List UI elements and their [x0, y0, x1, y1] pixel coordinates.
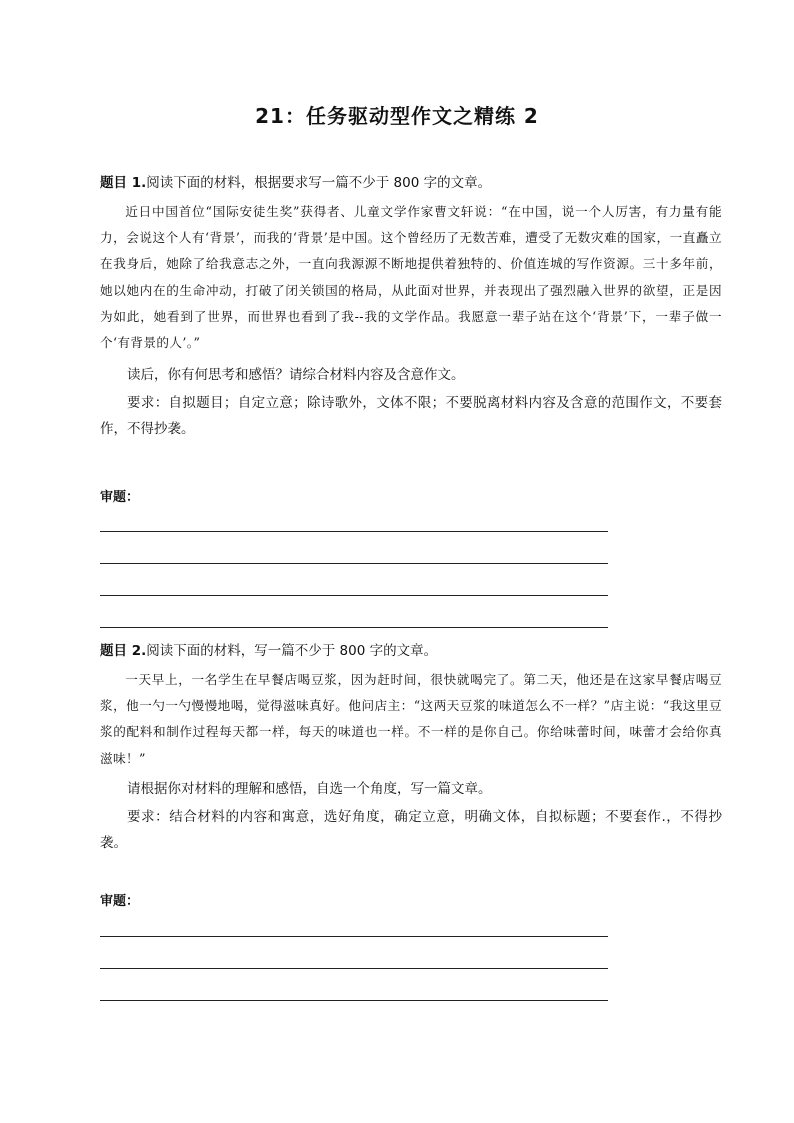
- answer-line: [100, 595, 608, 596]
- question-1-reflect: 读后，你有何思考和感悟？请综合材料内容及含意作文。: [127, 367, 465, 384]
- question-2-prompt: 阅读下面的材料，写一篇不少于 800 字的文章。: [146, 643, 438, 659]
- question-2-reflect: 请根据你对材料的理解和感悟，自选一个角度，写一篇文章。: [127, 780, 492, 797]
- question-1-label: 题目 1.: [100, 175, 147, 191]
- answer-line: [100, 968, 608, 969]
- question-1: [100, 173, 722, 442]
- question-1-prompt: 阅读下面的材料，根据要求写一篇不少于 800 字的文章。: [146, 175, 492, 191]
- question-1-requirement: 要求：自拟题目；自定立意；除诗歌外，文体不限；不要脱离材料内容及含意的范围作文，不要套作，不得抄袭。: [100, 395, 722, 438]
- question-2-material: 一天早上，一名学生在早餐店喝豆浆，因为赶时间，很快就喝完了。第二天，他还是在这家早餐店喝豆浆，他一勺一勺慢慢地喝，觉得滋味真好。他问店主：“这两天豆浆的味道怎么不一样？”店主说：“我这里豆浆的配料和制作过程每天都一样，每天的味道也一样。不一样的是你自己。你给味蕾时间，味蕾才会给你真滋味！”: [100, 672, 722, 766]
- question-2-requirement: 要求：结合材料的内容和寓意，选好角度，确定立意，明确文体，自拟标题；不要套作.，不得抄袭。: [100, 808, 722, 851]
- question-2-label: 题目 2.: [100, 643, 147, 659]
- answer-line: [100, 563, 608, 564]
- answer-line: [100, 627, 608, 628]
- question-2: [100, 641, 722, 856]
- page-title: 21：任务驱动型作文之精练 2: [255, 104, 539, 128]
- answer-line: [100, 531, 608, 532]
- answer-line: [100, 936, 608, 937]
- question-1-material: 近日中国首位“国际安徒生奖”获得者、儿童文学作家曹文轩说：“在中国，说一个人厉害，有力量有能力，会说这个人有‘背景’，而我的‘背景’是中国。这个曾经历了无数苦难，遭受了无数灾难的国家，一直矗立在我身后，她除了给我意志之外，一直向我源源不断地提供着独特的、价值连城的写作资源。三十多年前，她以她内在的生命冲动，打破了闭关锁国的格局，从此面对世界，并表现出了强烈融入世界的欲望，正是因为如此，她看到了世界，而世界也看到了我--我的文学作品。我愿意一辈子站在这个‘背景’下，一辈子做一个‘有背景的人’。”: [100, 204, 722, 351]
- question-1-shenti-label: 审题：: [100, 490, 140, 505]
- question-2-heading: [100, 641, 722, 661]
- answer-line: [100, 1000, 608, 1001]
- question-2-shenti-label: 审题：: [100, 894, 140, 909]
- question-1-heading: [100, 173, 722, 193]
